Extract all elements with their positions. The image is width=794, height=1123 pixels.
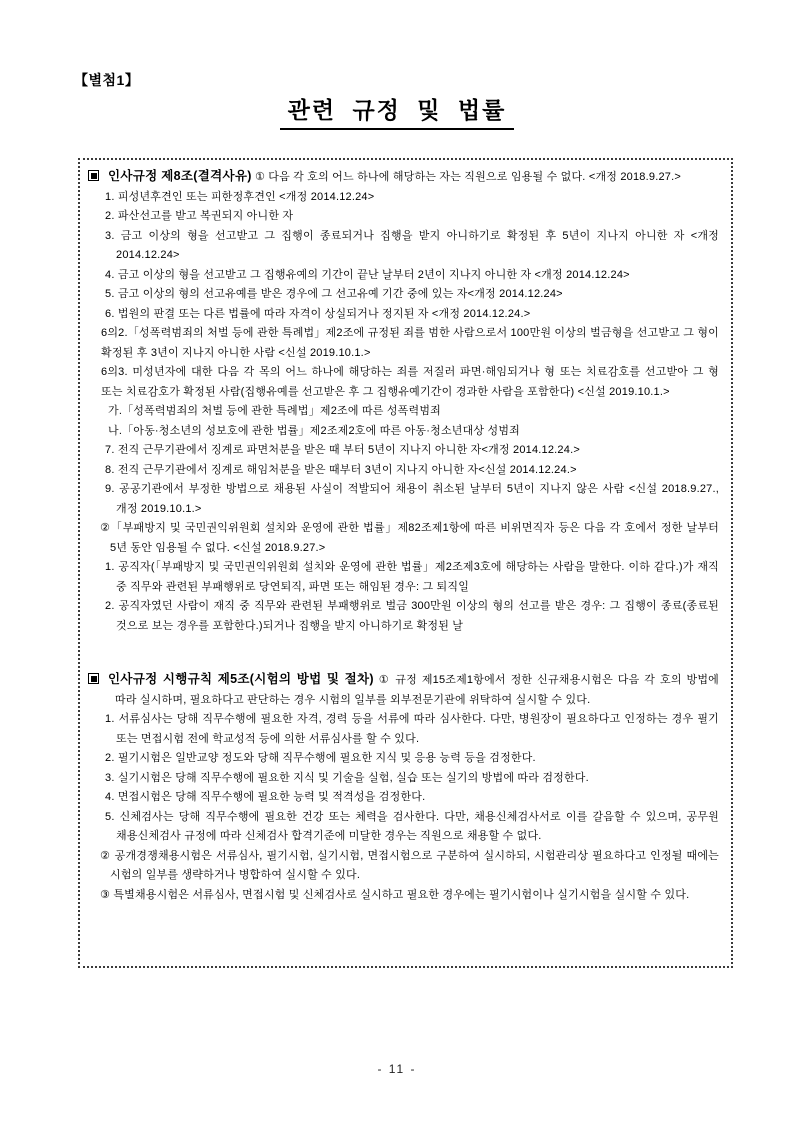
law-item: 4. 금고 이상의 형을 선고받고 그 집행유예의 기간이 끝난 날부터 2년이 지나지 아니한 자 <개정 2014.12.24> [105,268,630,281]
title-wrap [0,92,794,130]
section-intro: ① 다음 각 호의 어느 하나에 해당하는 자는 직원으로 임용될 수 없다. <개정 2018.9.27.> [251,171,681,183]
law-item: 나.「아동·청소년의 성보호에 관한 법률」제2조제2호에 따른 아동·청소년대상 성범죄 [108,424,520,437]
section-header-paragraph [88,670,719,710]
law-item: 1. 피성년후견인 또는 피한정후견인 <개정 2014.12.24> [105,190,375,203]
boxed-square-icon [88,673,99,684]
law-item: 9. 공공기관에서 부정한 방법으로 채용된 사실이 적발되어 채용이 취소된 날부터 5년이 지나지 않은 사람 <신설 2018.9.27., 개정 2019.10.1.> [105,483,719,515]
law-item: 6의3. 미성년자에 대한 다음 각 목의 어느 하나에 해당하는 죄를 저질러 파면·해임되거나 형 또는 치료감호를 선고받아 그 형 또는 치료감호가 확정된 사람(집행유예를 선고받은 후 그 집행유예기간이 경과한 사람을 포함한다) <신설 2019.10.1.> [101,366,719,398]
law-item: ③ 특별채용시험은 서류심사, 면접시험 및 신체검사로 실시하고 필요한 경우에는 필기시험이나 실기시험을 실시할 수 있다. [100,888,690,901]
section-header-paragraph [88,167,719,188]
law-item: ② 공개경쟁채용시험은 서류심사, 필기시험, 실기시험, 면접시험으로 구분하여 실시하되, 시험관리상 필요하다고 인정될 때에는 시험의 일부를 생략하거나 병합하여 실시할 수 있다. [100,849,719,881]
regulation-section [88,670,719,905]
law-item: 5. 금고 이상의 형의 선고유예를 받은 경우에 그 선고유예 기간 중에 있는 자<개정 2014.12.24> [105,288,563,300]
law-item: 3. 실기시험은 당해 직무수행에 필요한 지식 및 기술을 실험, 실습 또는 실기의 방법에 따라 검정한다. [105,771,589,784]
law-item: 6. 법원의 판결 또는 다른 법률에 따라 자격이 상실되거나 정지된 자 <개정 2014.12.24.> [105,307,531,320]
law-item: 3. 금고 이상의 형을 선고받고 그 집행이 종료되거나 집행을 받지 아니하기로 확정된 후 5년이 지나지 아니한 자 <개정 2014.12.24> [105,229,719,261]
page-number: - 11 - [377,1062,417,1076]
regulation-section [88,167,719,636]
section-heading: 인사규정 시행규칙 제5조(시험의 방법 및 절차) [108,672,374,686]
law-item: 1. 서류심사는 당해 직무수행에 필요한 자격, 경력 등을 서류에 따라 심사한다. 다만, 병원장이 필요하다고 인정하는 경우 필기 또는 면접시험 전에 학교성적 등에 의한 서류심사를 할 수 있다. [105,713,719,745]
law-item: 2. 공직자였던 사람이 재직 중 직무와 관련된 부패행위로 벌금 300만원 이상의 형의 선고를 받은 경우: 그 집행이 종료(종료된 것으로 보는 경우를 포함한다.)되거나 집행을 받지 아니하기로 확정된 날 [105,600,719,632]
law-item: 8. 전직 근무기관에서 징계로 해임처분을 받은 때부터 3년이 지나지 아니한 자<신설 2014.12.24.> [105,463,577,476]
law-item: ②「부패방지 및 국민권익위원회 설치와 운영에 관한 법률」제82조제1항에 따른 비위면직자 등은 다음 각 호에서 정한 날부터 5년 동안 임용될 수 없다. <신설 2018.9.27.> [100,522,719,554]
attachment-label: 【별첨1】 [74,72,140,88]
section-intro: ① 규정 제15조제1항에서 정한 신규채용시험은 다음 각 호의 방법에 따라 실시하며, 필요하다고 판단하는 경우 시험의 일부를 외부전문기관에 위탁하여 실시할 수 있다. [115,674,719,706]
boxed-square-icon [88,170,99,181]
section-items [88,710,719,905]
law-item: 2. 파산선고를 받고 복권되지 아니한 자 [105,210,294,222]
law-item: 6의2.「성폭력범죄의 처벌 등에 관한 특례법」제2조에 규정된 죄를 범한 사람으로서 100만원 이상의 벌금형을 선고받고 그 형이 확정된 후 3년이 지나지 아니한 사람 <신설 2019.10.1.> [101,327,719,359]
page-title: 관련 규정 및 법률 [280,92,515,130]
law-item: 5. 신체검사는 당해 직무수행에 필요한 건강 또는 체력을 검사한다. 다만, 채용신체검사서로 이를 갈음할 수 있으며, 공무원 채용신체검사 규정에 따라 신체검사 합격기준에 미달한 경우는 직원으로 채용할 수 없다. [105,810,719,842]
regulation-box [78,158,733,968]
law-item: 2. 필기시험은 일반교양 정도와 당해 직무수행에 필요한 지식 및 응용 능력 등을 검정한다. [105,752,536,764]
law-item: 4. 면접시험은 당해 직무수행에 필요한 능력 및 적격성을 검정한다. [105,791,426,803]
law-item: 7. 전직 근무기관에서 징계로 파면처분을 받은 때 부터 5년이 지나지 아니한 자<개정 2014.12.24.> [105,444,580,456]
law-item: 가.「성폭력범죄의 처벌 등에 관한 특례법」제2조에 따른 성폭력범죄 [108,405,441,417]
section-items [88,188,719,637]
section-heading: 인사규정 제8조(결격사유) [108,169,252,183]
law-item: 1. 공직자(「부패방지 및 국민권익위원회 설치와 운영에 관한 법률」제2조제3호에 해당하는 사람을 말한다. 이하 같다.)가 재직 중 직무와 관련된 부패행위로 당연퇴직, 파면 또는 해임된 경우: 그 퇴직일 [105,561,719,593]
